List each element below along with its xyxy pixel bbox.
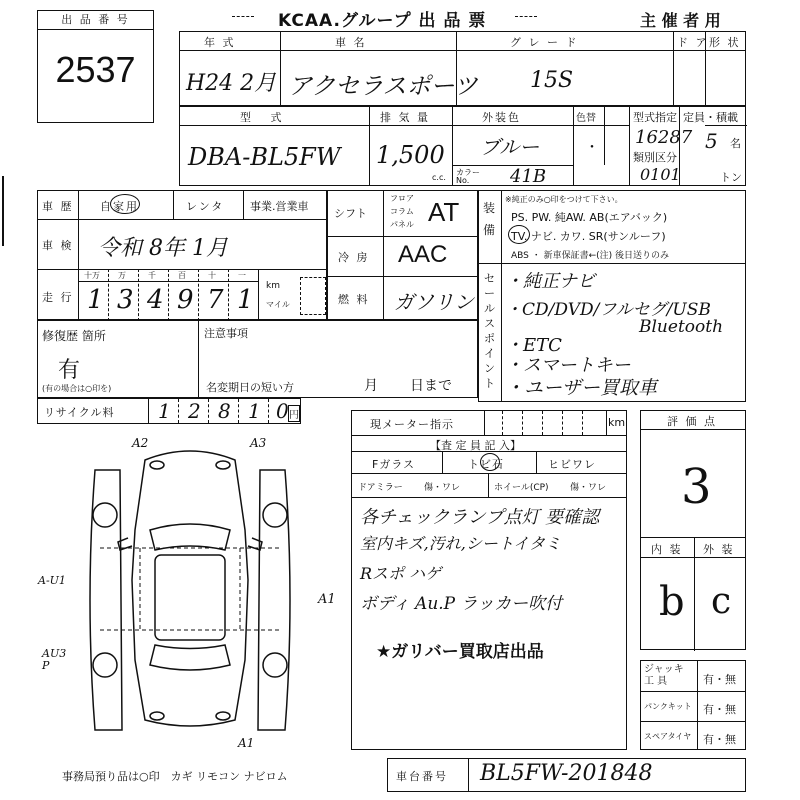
sales-point-item: Bluetooth — [639, 317, 724, 337]
ac-value: AAC — [398, 241, 448, 268]
class-label: 類別区分 — [633, 151, 677, 164]
equipment-line1: PS. PW. 純AW. AB(エアバック) — [511, 211, 668, 224]
capacity-label: 定員・積載 — [683, 111, 738, 124]
mileage-mile: マイル — [266, 300, 290, 309]
exterior-label: 外 装 — [703, 543, 735, 556]
spare-tire-value: 有・無 — [703, 733, 736, 746]
damage-mark: A2 — [132, 436, 149, 450]
recycle-block — [37, 398, 301, 424]
repair-value: 有 — [58, 358, 81, 383]
sales-point-item: ・ETC — [505, 335, 562, 356]
damage-mark: A-U1 — [38, 574, 66, 587]
history-block — [37, 190, 327, 320]
name-change-month: 月 — [364, 378, 378, 394]
inspector-comment: Rスポ ハゲ — [360, 564, 442, 583]
mirror-label: ドアミラー — [358, 483, 403, 493]
exterior-value: c — [711, 581, 732, 622]
damage-mark: A3 — [250, 436, 267, 450]
model-value: DBA-BL5FW — [188, 143, 341, 171]
damage-mark: AU3 P — [42, 647, 67, 672]
mileage-unit-1: 一 — [238, 271, 246, 280]
car-damage-diagram — [40, 430, 340, 750]
grade-value: 15S — [530, 68, 574, 93]
repair-label: 修復歴 箇所 — [42, 329, 106, 343]
interior-value: b — [659, 579, 685, 625]
year-label: 年 式 — [204, 36, 236, 49]
fuel-label: 燃 料 — [338, 293, 370, 306]
interior-label: 内 装 — [651, 543, 683, 556]
color-no-label: カラー No. — [456, 168, 480, 185]
inspection-value: 令和 8年 1月 — [98, 236, 228, 261]
mileage-label: 走 行 — [42, 291, 74, 304]
chassis-value: BL5FW-201848 — [480, 761, 653, 786]
color-no-value: 41B — [510, 166, 547, 187]
history-option-private[interactable]: 自家用 — [100, 200, 139, 213]
wheel-label: ホイール(CP) — [494, 483, 549, 493]
score-block — [640, 410, 746, 650]
name-change-day: 日まで — [410, 378, 452, 394]
mileage-digits — [78, 269, 258, 321]
tools-block — [640, 660, 746, 750]
inspector-title: 【査 定 員 記 入】 — [430, 439, 521, 452]
jack-label: ジャッキ 工 具 — [644, 664, 684, 687]
inspector-comment: 室内キズ,汚れ,シートイタミ — [360, 534, 562, 553]
puncture-kit-label: パンクキット — [644, 702, 692, 711]
equipment-note: ※純正のみ○印をつけて下さい。 — [505, 195, 623, 204]
score-label: 評 価 点 — [667, 415, 717, 428]
color-value: ブルー — [480, 135, 540, 159]
puncture-kit-value: 有・無 — [703, 703, 736, 716]
glass-label: Fガラス — [372, 458, 415, 471]
shift-option-column[interactable]: コラム — [390, 207, 414, 216]
car-info-row2 — [179, 106, 746, 186]
wheel-options: 傷・ワレ — [570, 483, 607, 493]
lot-number: 2537 — [55, 49, 136, 90]
jack-value: 有・無 — [703, 673, 736, 686]
capacity-unit: 名 — [730, 137, 741, 150]
repair-sub: (有の場合は○印を) — [42, 384, 112, 393]
title-dash-left — [232, 16, 254, 17]
mileage-mile-box — [300, 277, 326, 315]
recycle-digit: 1 — [158, 399, 171, 423]
history-option-business[interactable]: 事業.営業車 — [250, 200, 309, 213]
page-title: KCAA.グループ 出 品 票 — [278, 11, 487, 31]
inspector-footer: ★ガリバー買取店出品 — [376, 642, 544, 662]
stone-circle-mark — [480, 453, 500, 471]
role-label: 主 催 者 用 — [640, 11, 721, 30]
mileage-unit-100: 百 — [178, 271, 186, 280]
chassis-block — [387, 758, 746, 792]
capacity-value: 5 — [705, 129, 718, 153]
meter-unit: km — [608, 416, 626, 429]
class-value: 0101 — [640, 165, 681, 184]
mileage-unit-1k: 千 — [148, 271, 156, 280]
crack-label: ヒビワレ — [548, 458, 596, 471]
mirror-options: 傷・ワレ — [424, 483, 461, 493]
ton-unit: トン — [720, 171, 742, 184]
mileage-unit-10: 十 — [208, 271, 216, 280]
recycle-unit: 円 — [288, 405, 300, 422]
type-spec-value: 16287 — [635, 127, 693, 148]
repair-block — [37, 320, 478, 398]
margin-mark — [2, 176, 4, 246]
meter-label: 現メーター指示 — [370, 418, 454, 431]
mileage-km: km — [266, 281, 280, 291]
car-info-row1 — [179, 31, 746, 106]
lot-number-box — [37, 10, 154, 123]
shift-option-floor[interactable]: フロア — [390, 194, 414, 203]
mileage-digit: 4 — [147, 285, 164, 315]
shift-option-panel[interactable]: パネル — [390, 220, 414, 229]
stone-label: トビ石 — [468, 458, 504, 471]
door-label: ド ア — [677, 36, 709, 49]
color-label: 外装色 — [482, 111, 521, 124]
sales-point-item: ・ユーザー買取車 — [505, 377, 658, 399]
mileage-digit: 3 — [117, 285, 134, 315]
recycle-digit: 2 — [188, 399, 201, 423]
mileage-digit: 9 — [177, 285, 194, 315]
mileage-digit: 1 — [237, 285, 254, 315]
lot-number-label: 出 品 番 号 — [38, 11, 153, 30]
chassis-label: 車台番号 — [396, 770, 448, 783]
fuel-value: ガソリン — [394, 290, 474, 314]
damage-mark: A1 — [318, 592, 336, 607]
sales-point-item: ・CD/DVD/フルセグ/USB — [505, 300, 711, 320]
sales-point-item: ・純正ナビ — [505, 271, 595, 292]
inspector-comment: ボディ Au.P ラッカー吹付 — [360, 594, 563, 614]
office-note: 事務局預り品は○印 カギ リモコン ナビロム — [62, 770, 288, 783]
equipment-label: 装備 — [483, 201, 496, 237]
equipment-line3: ABS ・ 新車保証書←(注) 後日送りのみ — [511, 251, 670, 261]
type-spec-label: 型式指定 — [633, 111, 677, 124]
mileage-unit-10k: 万 — [118, 271, 126, 280]
shift-value: AT — [428, 197, 460, 227]
mileage-unit-100k: 十万 — [84, 271, 100, 280]
sales-point-item: ・スマートキー — [505, 355, 631, 376]
color-change-value: ・ — [585, 140, 599, 156]
mileage-digit: 1 — [87, 285, 104, 315]
grade-label: グ レ ー ド — [510, 36, 579, 49]
score-value: 3 — [681, 459, 712, 515]
sales-points-label: セールスポイント — [484, 272, 495, 390]
mileage-digit: 7 — [207, 285, 224, 315]
year-value: H24 2月 — [186, 71, 277, 96]
equipment-tv-circle — [508, 225, 530, 244]
ac-label: 冷 房 — [338, 251, 370, 264]
shape-label: 形 状 — [709, 36, 741, 49]
shift-block — [327, 190, 478, 320]
recycle-digit: 0 — [276, 399, 289, 423]
title-dash-right — [515, 16, 537, 17]
spare-tire-label: スペアタイヤ — [644, 732, 692, 741]
history-circle-mark — [110, 194, 140, 214]
shift-label: シフト — [334, 207, 367, 220]
color-change-label: 色替 — [576, 113, 596, 124]
cc-label: 排 気 量 — [380, 111, 430, 124]
notes-label: 注意事項 — [204, 327, 248, 340]
cc-unit: c.c. — [432, 173, 446, 182]
recycle-digit: 8 — [218, 399, 231, 423]
equipment-line2: TV. ナビ. カワ. SR(サンルーフ) — [511, 230, 666, 243]
recycle-digit: 1 — [248, 399, 261, 423]
inspector-comment: 各チェックランプ点灯 要確認 — [360, 507, 600, 528]
inspector-block — [351, 410, 627, 750]
model-label: 型 式 — [240, 111, 290, 124]
recycle-label: リサイクル料 — [44, 406, 115, 419]
history-option-rental[interactable]: レンタ — [186, 200, 225, 213]
name-change-label: 名変期日の短い方 — [206, 381, 294, 394]
cc-value: 1,500 — [376, 141, 445, 169]
car-name-value: アクセラスポーツ — [288, 72, 478, 100]
equipment-block — [478, 190, 746, 402]
car-name-label: 車 名 — [335, 36, 367, 49]
history-label: 車 歴 — [42, 200, 74, 213]
inspection-label: 車 検 — [42, 239, 74, 252]
damage-mark: A1 — [238, 736, 255, 750]
